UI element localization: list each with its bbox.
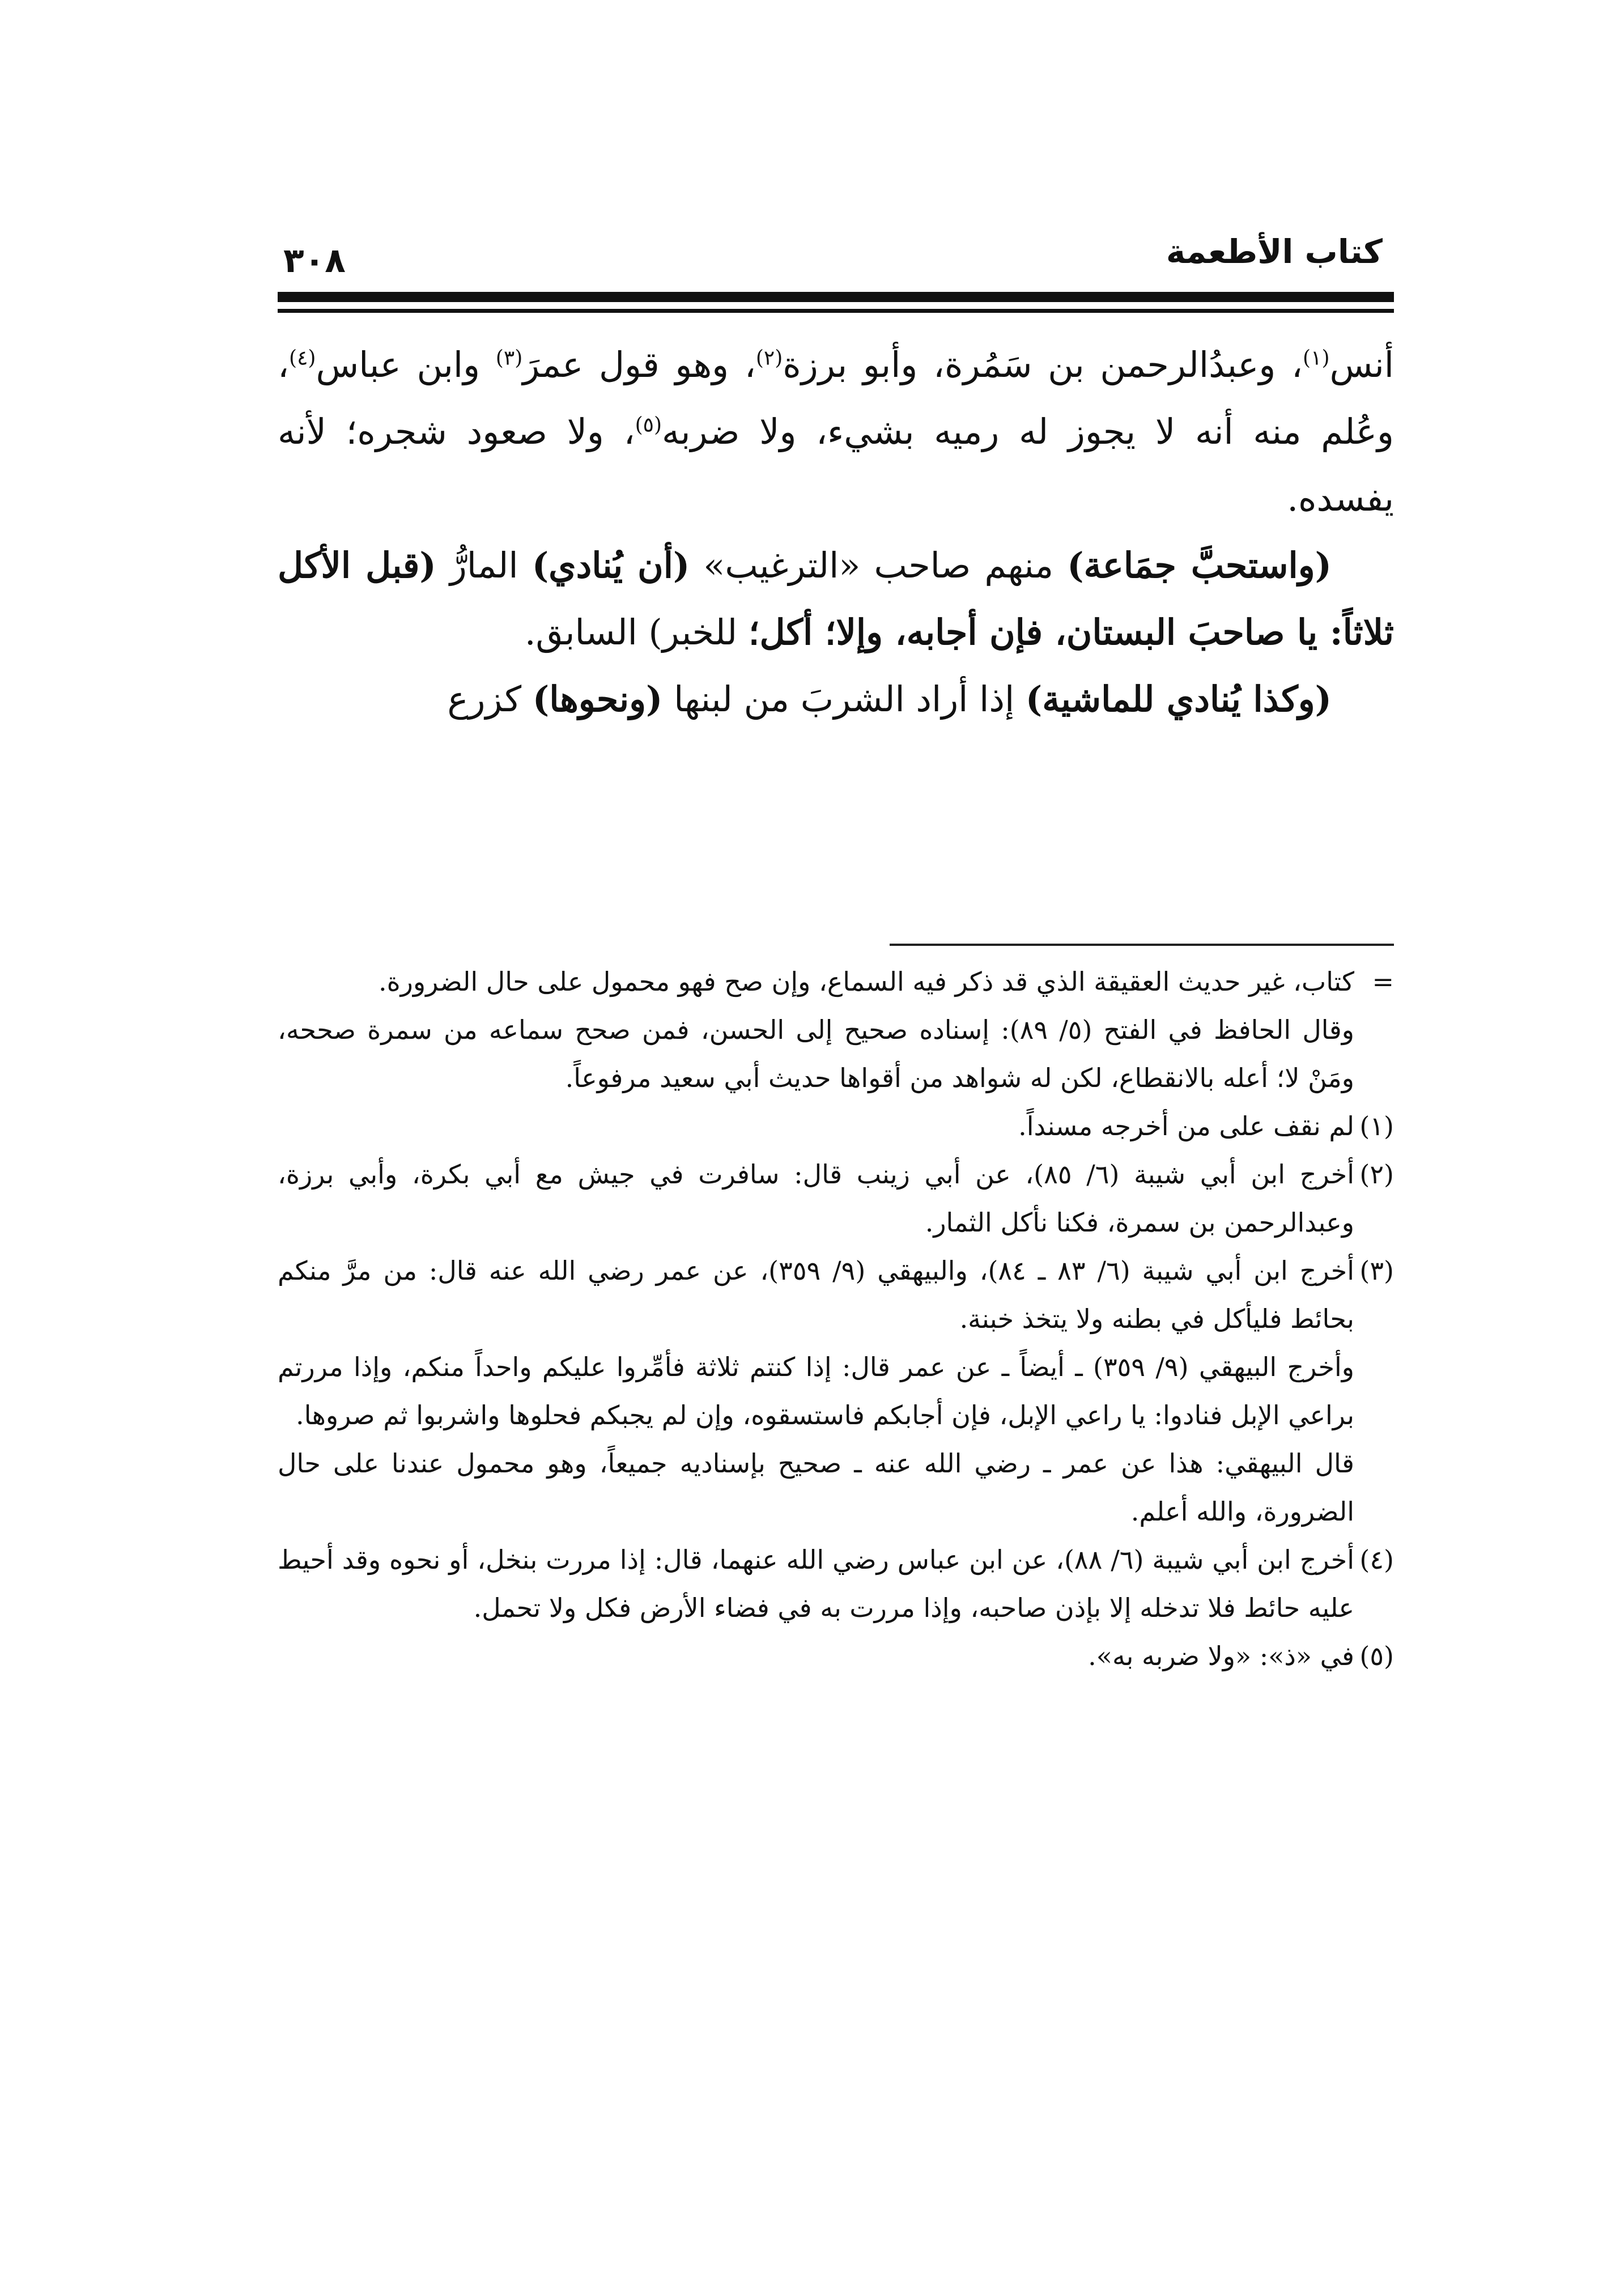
main-paragraph-1: أنس$^{(١)}$، وعبدُالرحمن بن سَمُرة، وأبو برزة$^{(٢)}$، وهو قول عمرَ$^{(٣)}$ وابن عباس$^{(٤)}$، وعُلم منه أنه لا يجوز له رميه بشيء، ولا ضربه$^{(٥)}$، ولا صعود شجره؛ لأنه يفسده. [278,344,1395,519]
footnote-continued-2: وقال الحافظ في الفتح (٥/ ٨٩): إسناده صحيح إلى الحسن، فمن صحح سماعه من سمرة صححه، ومَنْ لا؛ أعله بالانقطاع، لكن له شواهد من أقواها حديث أبي سعيد مرفوعاً. [278,1014,1354,1093]
footnote-ref-2: (٢) [755,346,783,370]
footnote-3: (٣) أخرج ابن أبي شيبة (٦/ ٨٣ ـ ٨٤)، والبيهقي (٩/ ٣٥٩)، عن عمر رضي الله عنه قال: من مرَّ منكم بحائط فليأكل في بطنه ولا يتخذ خبنة. [278,1255,1394,1334]
header-rule-thick [278,292,1394,302]
main-paragraph-2: (واستحبَّ جمَاعة) منهم صاحب «الترغيب» (أن يُنادي) المارُّ (قبل الأكل ثلاثاً: يا صاحبَ البستان، فإن أجابه، وإلا؛ أكل؛ للخبر) السابق. [278,545,1394,653]
main-text [278,332,1394,733]
footnote-2: (٢) أخرج ابن أبي شيبة (٦/ ٨٥)، عن أبي زينب قال: سافرت في جيش مع أبي بكرة، وأبي برزة، وعبدالرحمن بن سمرة، فكنا نأكل الثمار. [278,1159,1394,1238]
footnote-ref-4: (٤) [289,346,316,370]
footnotes [278,958,1394,1680]
footnote-continued: = كتاب، غير حديث العقيقة الذي قد ذكر فيه السماع، وإن صح فهو محمول على حال الضرورة. [378,966,1394,997]
footnote-5: (٥) في «ذ»: «ولا ضربه به». [1088,1641,1394,1671]
footnote-ref-3: (٣) [495,346,523,370]
footnote-4: (٤) أخرج ابن أبي شيبة (٦/ ٨٨)، عن ابن عباس رضي الله عنهما، قال: إذا مررت بنخل، أو نحوه وقد أحيط عليه حائط فلا تدخله إلا بإذن صاحبه، وإذا مررت به في فضاء الأرض فكل ولا تحمل. [278,1544,1394,1623]
header-rule-thin [278,309,1394,313]
footnote-1: (١) لم نقف على من أخرجه مسنداً. [1018,1111,1394,1141]
footnote-ref-1: (١) [1303,346,1330,370]
footnote-3-part-3: قال البيهقي: هذا عن عمر ـ رضي الله عنه ـ صحيح بإسناديه جميعاً، وهو محمول عندنا على حال الضرورة، والله أعلم. [278,1448,1354,1527]
footnote-separator [890,944,1394,946]
page-header [278,230,1394,286]
book-page [278,0,1394,2293]
chapter-title: كتاب الأطعمة [1166,232,1383,271]
page-number: ٣٠٨ [283,241,346,281]
footnote-3-part-2: وأخرج البيهقي (٩/ ٣٥٩) ـ أيضاً ـ عن عمر قال: إذا كنتم ثلاثة فأمِّروا عليكم واحداً منكم، وإذا مررتم براعي الإبل فنادوا: يا راعي الإبل، فإن أجابكم فاستسقوه، وإن لم يجبكم فحلوها واشربوا ثم صروها. [278,1352,1354,1430]
main-paragraph-3: (وكذا يُنادي للماشية) إذا أراد الشربَ من لبنها (ونحوها) كزرع [447,678,1332,720]
footnote-ref-5: (٥) [635,413,662,437]
